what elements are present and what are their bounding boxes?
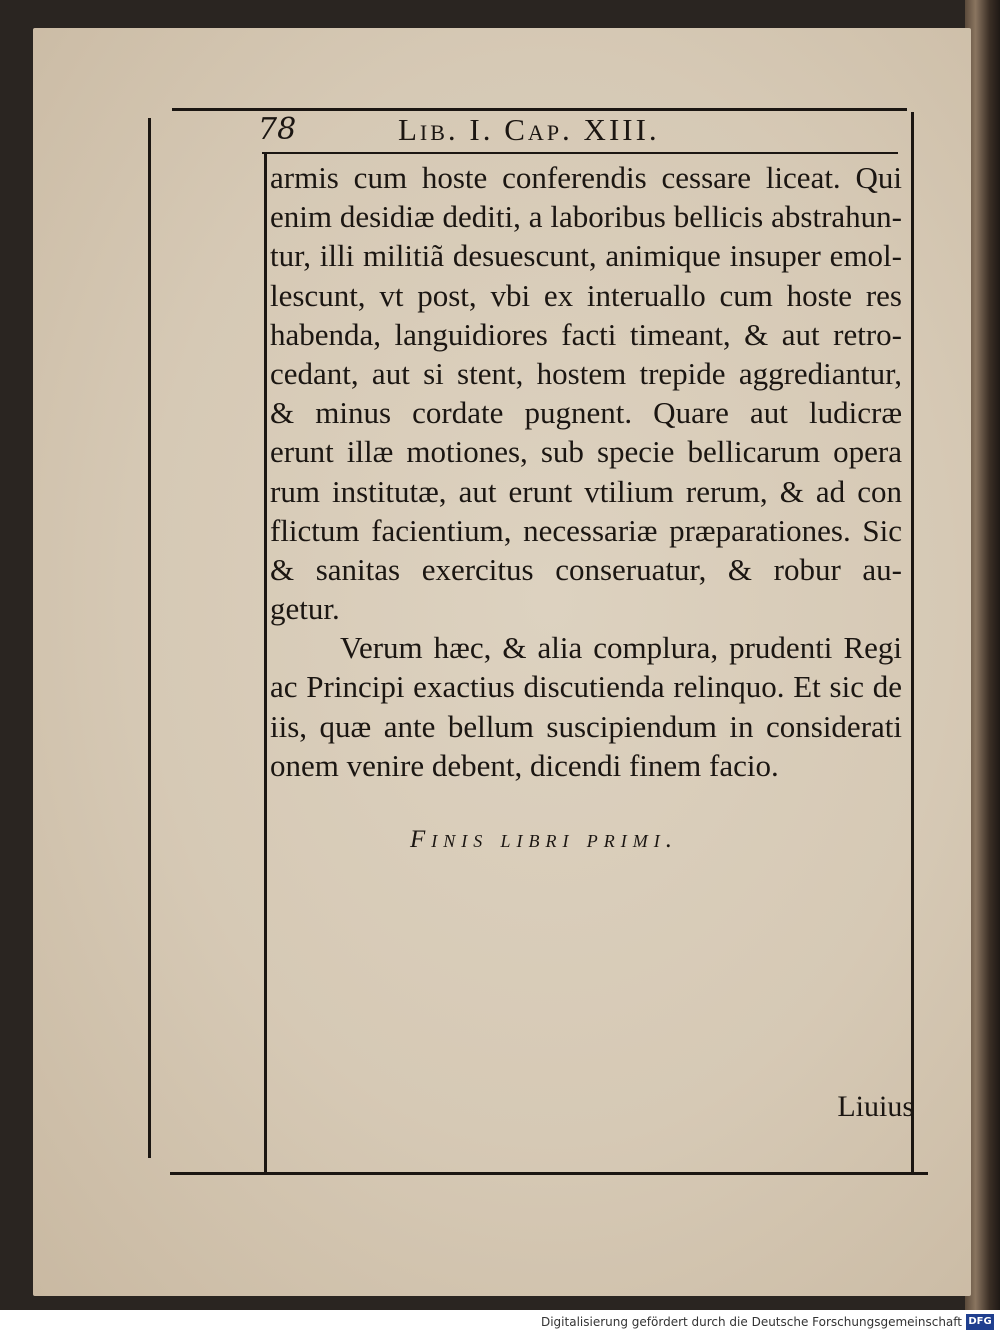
text-line: flictum facientium, necessariæ præparationes. Sic xyxy=(270,512,902,548)
page-number: 78 xyxy=(258,112,297,147)
right-rule xyxy=(911,112,914,1174)
inner-left-rule xyxy=(264,152,267,1172)
text-line: cedant, aut si stent, hostem trepide aggrediantur, xyxy=(270,355,902,391)
catchword: Liuius xyxy=(837,1090,914,1123)
header-rule xyxy=(262,152,898,154)
text-line: getur. xyxy=(270,591,340,627)
paragraph-line: Verum hæc, & alia complura, prudenti Regi xyxy=(340,630,902,666)
page-header xyxy=(258,112,908,152)
text-line: habenda, languidiores facti timeant, & aut retro- xyxy=(270,316,902,352)
text-line: armis cum hoste conferendis cessare liceat. Qui xyxy=(270,160,902,195)
dfg-logo-icon: DFG xyxy=(966,1314,994,1330)
running-head: Lib. I. Cap. XIII. xyxy=(398,112,660,147)
top-rule xyxy=(172,108,907,111)
footer-credit: Digitalisierung gefördert durch die Deutsche Forschungsgemeinschaft xyxy=(540,1315,962,1329)
outer-left-rule xyxy=(148,118,151,1158)
text-line: lescunt, vt post, vbi ex interuallo cum hoste res xyxy=(270,277,902,313)
body-text xyxy=(270,158,902,785)
bottom-rule xyxy=(170,1172,928,1175)
text-line: & minus cordate pugnent. Quare aut ludicræ xyxy=(270,395,902,431)
finis-libri: Finis libri primi. xyxy=(410,826,678,853)
text-line: erunt illæ motiones, sub specie bellicarum opera xyxy=(270,434,902,470)
text-line: tur, illi militiã desuescunt, animique insuper emol- xyxy=(270,238,902,274)
paragraph-line: ac Principi exactius discutienda relinquo. Et sic de xyxy=(270,669,902,705)
paragraph-line: onem venire debent, dicendi finem facio. xyxy=(270,747,779,783)
footer-bar xyxy=(0,1310,1000,1336)
paragraph-line: iis, quæ ante bellum suscipiendum in considerati xyxy=(270,708,902,744)
text-line: & sanitas exercitus conseruatur, & robur au- xyxy=(270,551,902,587)
text-line: rum institutæ, aut erunt vtilium rerum, & ad con xyxy=(270,473,902,509)
text-line: enim desidiæ dediti, a laboribus bellicis abstrahun- xyxy=(270,199,902,235)
